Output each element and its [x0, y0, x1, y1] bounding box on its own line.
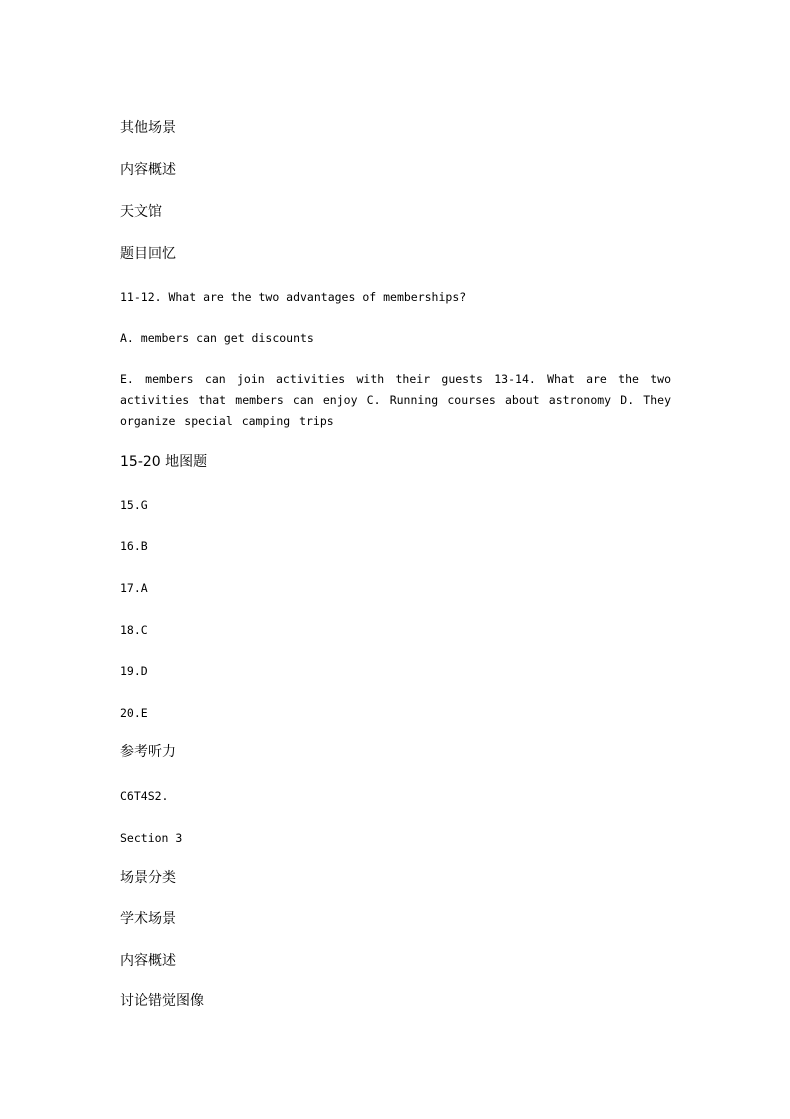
option-a: A. members can get discounts: [120, 331, 314, 345]
answer-18: 18.C: [120, 623, 148, 637]
answer-20: 20.E: [120, 706, 148, 720]
text-discuss-illusion: 讨论错觉图像: [120, 993, 204, 1009]
answer-15: 15.G: [120, 498, 148, 512]
answer-16: 16.B: [120, 539, 148, 553]
heading-question-recall: 题目回忆: [120, 246, 176, 262]
heading-content-summary: 内容概述: [120, 162, 176, 178]
question-11-12: 11-12. What are the two advantages of memberships?: [120, 290, 467, 304]
heading-reference-listening: 参考听力: [120, 744, 176, 760]
heading-content-summary-2: 内容概述: [120, 953, 176, 969]
answer-17: 17.A: [120, 581, 148, 595]
text-planetarium: 天文馆: [120, 204, 162, 220]
heading-map-questions: 15-20 地图题: [120, 454, 208, 470]
text-section-3: Section 3: [120, 831, 183, 845]
answer-19: 19.D: [120, 664, 148, 678]
text-academic-scene: 学术场景: [120, 911, 176, 927]
heading-other-scene: 其他场景: [120, 120, 176, 136]
paragraph-option-e-questions-13-14: E. members can join activities with their guests 13-14. What are the two activities that members can enjoy C. Running courses about astronomy D. They organize special camping trips: [120, 372, 671, 428]
text-c6t4s2: C6T4S2.: [120, 789, 169, 803]
heading-scene-category: 场景分类: [120, 870, 176, 886]
